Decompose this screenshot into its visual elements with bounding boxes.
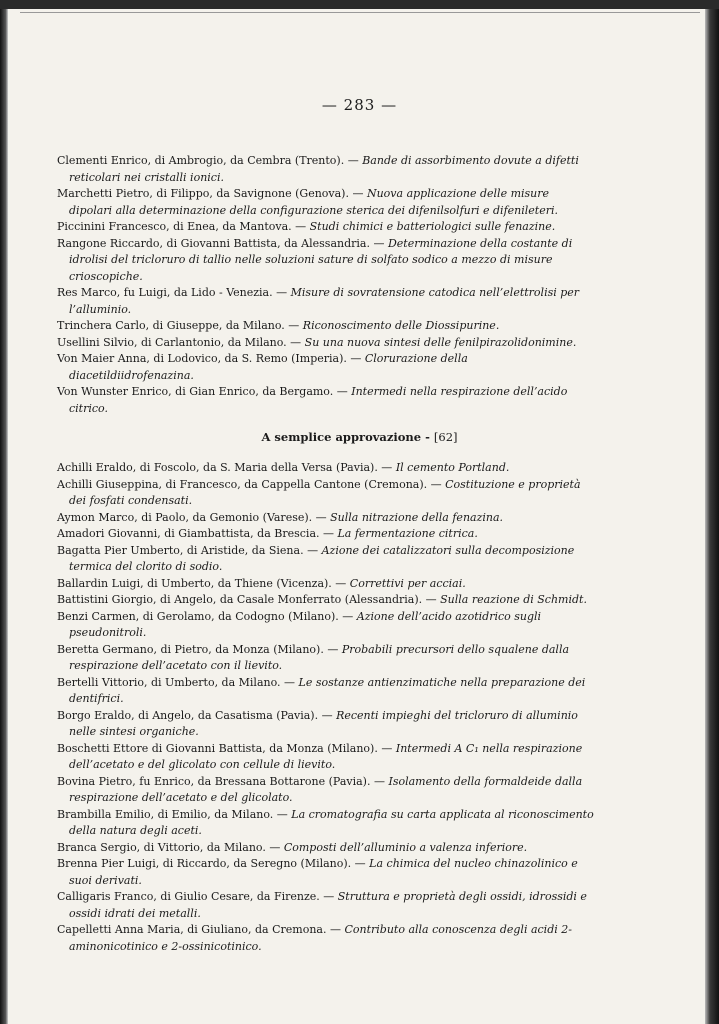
thesis-entry xyxy=(57,384,594,417)
entry-author: Borgo Eraldo, di Angelo, da Casatisma (Pavia). — xyxy=(57,708,337,722)
entry-author: Bertelli Vittorio, di Umberto, da Milano. — xyxy=(57,675,299,689)
entries-bottom-list xyxy=(57,460,594,955)
thesis-entry xyxy=(57,510,594,527)
entry-title: Il cemento Portland. xyxy=(395,461,510,474)
entry-author: Clementi Enrico, di Ambrogio, da Cembra (Trento). — xyxy=(57,154,363,167)
thesis-entry xyxy=(57,675,594,708)
entry-title: Contributo alla conoscenza degli acidi 2-aminonicotinico e 2-ossinicotinico. xyxy=(69,923,572,953)
entry-title: Riconoscimento delle Diossipurine. xyxy=(302,319,500,332)
entry-title: Struttura e proprietà degli ossidi, idrossidi e ossidi idrati dei metalli. xyxy=(69,890,587,920)
section-heading xyxy=(0,430,719,444)
entry-author: Ballardin Luigi, di Umberto, da Thiene (Vicenza). — xyxy=(57,576,350,590)
entry-title: La chimica del nucleo chinazolinico e suoi derivati. xyxy=(69,857,578,887)
entry-author: Brenna Pier Luigi, di Riccardo, da Seregno (Milano). — xyxy=(57,857,370,870)
scan-left-edge xyxy=(0,9,8,1024)
entry-title: Recenti impieghi del tricloruro di alluminio nelle sintesi organiche. xyxy=(69,708,578,738)
entry-author: Von Maier Anna, di Lodovico, da S. Remo (Imperia). — xyxy=(57,352,365,365)
thesis-entry xyxy=(57,592,594,609)
thesis-entry xyxy=(57,285,594,318)
thesis-entry xyxy=(57,741,594,774)
thesis-entry xyxy=(57,153,594,186)
entry-author: Branca Sergio, di Vittorio, da Milano. — xyxy=(57,840,284,854)
entry-author: Res Marco, fu Luigi, da Lido - Venezia. — xyxy=(57,286,291,299)
entry-title: Intermedi nella respirazione dell’acido citrico. xyxy=(69,385,568,415)
section-heading-count: [62] xyxy=(433,430,458,444)
thesis-entry xyxy=(57,236,594,286)
entry-author: Benzi Carmen, di Gerolamo, da Codogno (Milano). — xyxy=(57,609,357,623)
entry-author: Amadori Giovanni, di Giambattista, da Brescia. — xyxy=(57,527,338,540)
entry-title: La cromatografia su carta applicata al riconoscimento della natura degli aceti. xyxy=(69,807,594,837)
entry-title: Determinazione della costante di idrolisi del tricloruro di tallio nelle soluzioni sature di solfato sodico a mezzo di misure crioscopiche. xyxy=(69,236,573,283)
entry-author: Rangone Riccardo, di Giovanni Battista, da Alessandria. — xyxy=(57,236,388,250)
entry-title: Sulla nitrazione della fenazina. xyxy=(330,510,504,524)
entry-author: Usellini Silvio, di Carlantonio, da Milano. — xyxy=(57,335,305,349)
thesis-entry xyxy=(57,708,594,741)
entry-author: Piccinini Francesco, di Enea, da Mantova. — xyxy=(57,220,310,233)
entry-author: Boschetti Ettore di Giovanni Battista, da Monza (Milano). — xyxy=(57,741,396,755)
thesis-entry xyxy=(57,460,594,477)
page-number: — 283 — xyxy=(321,96,398,114)
entry-author: Battistini Giorgio, di Angelo, da Casale Monferrato (Alessandria). — xyxy=(57,593,441,606)
thesis-entry xyxy=(57,840,594,857)
thesis-entry xyxy=(57,318,594,335)
thesis-entry xyxy=(57,335,594,352)
entry-title: Su una nuova sintesi delle fenilpirazolidonimine. xyxy=(304,335,577,349)
entry-author: Calligaris Franco, di Giulio Cesare, da Firenze. — xyxy=(57,890,338,903)
entry-author: Trinchera Carlo, di Giuseppe, da Milano. — xyxy=(57,319,303,332)
entry-title: Sulla reazione di Schmidt. xyxy=(440,593,587,606)
entry-title: Misure di sovratensione catodica nell’elettrolisi per l’alluminio. xyxy=(69,286,580,316)
entry-title: Intermedi A C₁ nella respirazione dell’acetato e del glicolato con cellule di lievito. xyxy=(69,741,583,771)
thesis-entry xyxy=(57,543,594,576)
entry-title: Correttivi per acciai. xyxy=(349,576,466,590)
entry-title: Composti dell’alluminio a valenza inferiore. xyxy=(283,840,528,854)
entry-author: Bovina Pietro, fu Enrico, da Bressana Bottarone (Pavia). — xyxy=(57,774,389,788)
entry-title: Azione dei catalizzatori sulla decomposizione termica del clorito di sodio. xyxy=(69,543,575,573)
entry-author: Aymon Marco, di Paolo, da Gemonio (Varese). — xyxy=(57,510,331,524)
entry-author: Achilli Giuseppina, di Francesco, da Cappella Cantone (Cremona). — xyxy=(57,477,446,491)
thesis-entry xyxy=(57,351,594,384)
thesis-entry xyxy=(57,526,594,543)
thesis-entry xyxy=(57,642,594,675)
entry-title: Nuova applicazione delle misure dipolari alla determinazione della configurazione sterica dei difenilsolfuri e difenileteri. xyxy=(69,187,558,217)
thesis-entry xyxy=(57,186,594,219)
thesis-entry xyxy=(57,922,594,955)
thesis-entry xyxy=(57,807,594,840)
entry-title: Studi chimici e batteriologici sulle fenazine. xyxy=(309,220,556,233)
section-heading-label: A semplice approvazione - xyxy=(261,430,434,444)
entry-title: Bande di assorbimento dovute a difetti reticolari nei cristalli ionici. xyxy=(69,154,579,184)
entry-title: Isolamento della formaldeide dalla respirazione dell’acetato e del glicolato. xyxy=(69,774,583,804)
scan-top-rule xyxy=(20,12,700,13)
entries-top-list xyxy=(57,153,594,417)
entry-author: Von Wunster Enrico, di Gian Enrico, da Bergamo. — xyxy=(57,385,352,398)
entry-title: Le sostanze antienzimatiche nella preparazione dei dentifrici. xyxy=(69,675,586,705)
scan-right-edge xyxy=(705,9,719,1024)
thesis-entry xyxy=(57,856,594,889)
thesis-entry xyxy=(57,609,594,642)
thesis-entry xyxy=(57,889,594,922)
thesis-entry xyxy=(57,774,594,807)
entry-title: Clorurazione della diacetildiidrofenazina. xyxy=(69,352,468,382)
thesis-entry xyxy=(57,576,594,593)
entry-author: Brambilla Emilio, di Emilio, da Milano. — xyxy=(57,807,292,821)
entry-title: Probabili precursori dello squalene dalla respirazione dell’acetato con il lievito. xyxy=(69,642,570,672)
scan-top-edge xyxy=(0,0,719,9)
entry-author: Bagatta Pier Umberto, di Aristide, da Siena. — xyxy=(57,543,322,557)
entry-author: Capelletti Anna Maria, di Giuliano, da Cremona. — xyxy=(57,923,345,936)
entry-author: Achilli Eraldo, di Foscolo, da S. Maria della Versa (Pavia). — xyxy=(57,461,396,474)
entry-title: La fermentazione citrica. xyxy=(337,527,478,540)
entry-author: Beretta Germano, di Pietro, da Monza (Milano). — xyxy=(57,642,342,656)
thesis-entry xyxy=(57,477,594,510)
entry-author: Marchetti Pietro, di Filippo, da Savignone (Genova). — xyxy=(57,187,367,200)
thesis-entry xyxy=(57,219,594,236)
entry-title: Azione dell’acido azotidrico sugli pseudonitroli. xyxy=(69,609,542,639)
entry-title: Costituzione e proprietà dei fosfati condensati. xyxy=(69,477,581,507)
